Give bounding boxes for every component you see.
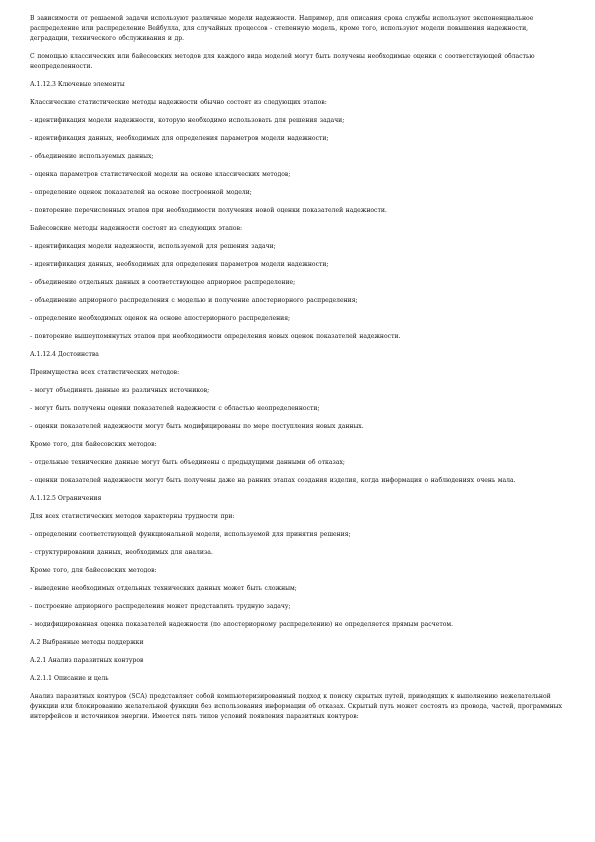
section-heading: А.1.12.3 Ключевые элементы [30,81,125,88]
paragraph: - определение необходимых оценок на основе апостериорного распределения; [30,315,291,322]
paragraph: Байесовские методы надежности состоят из следующих этапов: [30,225,243,232]
paragraph: - оценки показателей надежности могут быть получены даже на ранних этапах создания изделия, когда информация о наблюдениях очень мала. [30,477,516,484]
document-page [30,14,566,730]
section-heading: А.2.1.1 Описание и цель [30,675,109,682]
paragraph: - идентификация данных, необходимых для определения параметров модели надежности; [30,261,329,268]
paragraph: Кроме того, для байесовских методов: [30,441,157,448]
section-heading: А.1.12.4 Достоинства [30,351,99,358]
paragraph: - идентификация модели надежности, которую необходимо использовать для решения задачи; [30,117,345,124]
paragraph: Классические статистические методы надежности обычно состоят из следующих этапов: [30,99,327,106]
paragraph: В зависимости от решаемой задачи используют различные модели надежности. Например, для описания срока службы используют экспоненциальное распределение или распределение Вейбулла, для случайных процессов - степенную модель, кроме того, используют модели повышения надежности, деградации, технического обслуживания и др. [30,15,534,42]
paragraph: - идентификация модели надежности, используемой для решения задачи; [30,243,276,250]
paragraph: - определении соответствующей функциональной модели, используемой для принятия решения; [30,531,351,538]
paragraph: - определение оценок показателей на основе построенной модели; [30,189,252,196]
paragraph: Преимущества всех статистических методов: [30,369,180,376]
paragraph: - оценки показателей надежности могут быть модифицированы по мере поступления новых данных. [30,423,364,430]
paragraph: - модифицированная оценка показателей надежности (по апостериорному распределению) не определяется прямым расчетом. [30,621,454,628]
paragraph: - могут объединять данные из различных источников; [30,387,210,394]
paragraph: - объединение априорного распределения с моделью и получение апостериорного распределения; [30,297,358,304]
paragraph: - объединение отдельных данных в соответствующее априорное распределение; [30,279,296,286]
paragraph: - идентификация данных, необходимых для определения параметров модели надежности; [30,135,329,142]
paragraph: Анализ паразитных контуров (SCA) представляет собой компьютеризированный подход к поиску скрытых путей, приводящих к выполнению нежелательной функции или блокированию желательной функции без использования информации об отказах. Скрытый путь может состоять из провода, частей, программных интерфейсов и источников энергии. Имеется пять типов условий появления паразитных контуров: [30,693,563,720]
paragraph: - отдельные технические данные могут быть объединены с предыдущими данными об отказах; [30,459,345,466]
section-heading: А.2.1 Анализ паразитных контуров [30,657,144,664]
paragraph: С помощью классических или байесовских методов для каждого вида моделей могут быть получены необходимые оценки с соответствующей областью неопределенности. [30,53,535,70]
paragraph: - выведение необходимых отдельных технических данных может быть сложным; [30,585,297,592]
paragraph: - повторение перечисленных этапов при необходимости получения новой оценки показателей надежности. [30,207,387,214]
paragraph: Для всех статистических методов характерны трудности при: [30,513,235,520]
paragraph: - структурировании данных, необходимых для анализа. [30,549,213,556]
paragraph: - повторение вышеупомянутых этапов при необходимости определения новых оценок показателей надежности. [30,333,401,340]
paragraph: - могут быть получены оценки показателей надежности с областью неопределенности; [30,405,320,412]
paragraph: - построение априорного распределения может представлять трудную задачу; [30,603,291,610]
paragraph: - объединение используемых данных; [30,153,154,160]
paragraph: Кроме того, для байесовских методов: [30,567,157,574]
section-heading: А.2 Выбранные методы поддержки [30,639,144,646]
paragraph: - оценка параметров статистической модели на основе классических методов; [30,171,291,178]
section-heading: А.1.12.5 Ограничения [30,495,102,502]
